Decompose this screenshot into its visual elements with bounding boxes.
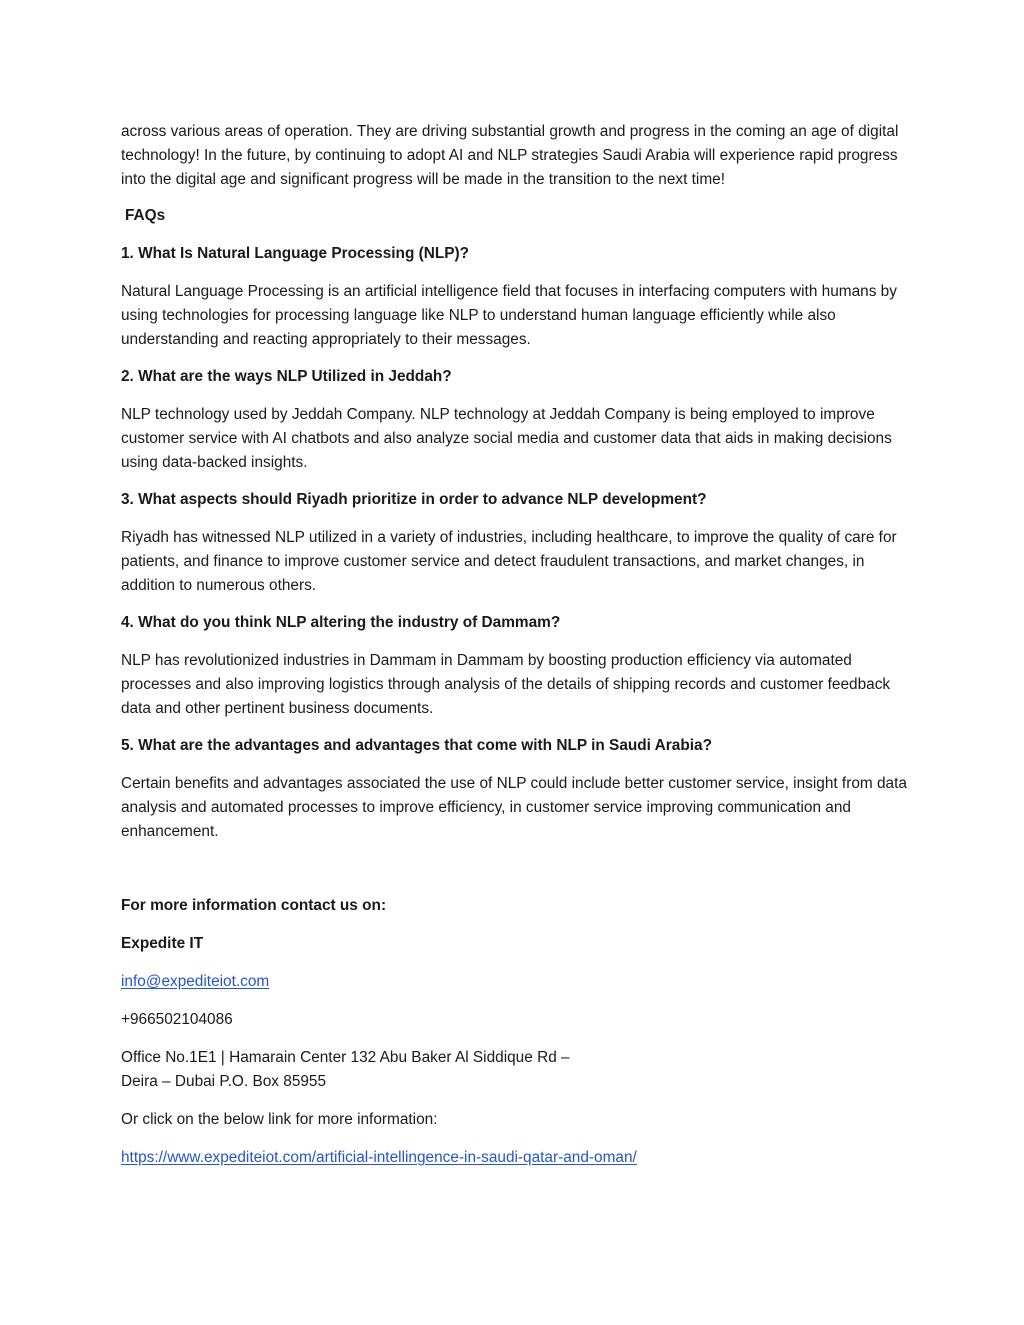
faq-question-1: 1. What Is Natural Language Processing (NLP)?	[121, 245, 470, 262]
email-paragraph	[121, 970, 911, 994]
faq-answer-3: Riyadh has witnessed NLP utilized in a variety of industries, including healthcare, to improve the quality of care for patients, and finance to improve customer service and detect fraudulent transactions, and market changes, in addition to numerous others.	[121, 529, 897, 594]
office-address	[121, 1046, 911, 1094]
contact-heading: For more information contact us on:	[121, 897, 387, 914]
phone-number: +966502104086	[121, 1011, 233, 1028]
faq-question-4: 4. What do you think NLP altering the industry of Dammam?	[121, 614, 561, 631]
address-line-1: Office No.1E1 | Hamarain Center 132 Abu Baker Al Siddique Rd –	[121, 1049, 570, 1066]
email-link[interactable]: info@expediteiot.com	[121, 973, 270, 990]
faq-question-2: 2. What are the ways NLP Utilized in Jeddah?	[121, 368, 452, 385]
faq-question-5: 5. What are the advantages and advantages that come with NLP in Saudi Arabia?	[121, 737, 712, 754]
info-url-link[interactable]: https://www.expediteiot.com/artificial-intellingence-in-saudi-qatar-and-oman/	[121, 1149, 637, 1166]
link-prompt: Or click on the below link for more information:	[121, 1111, 438, 1128]
faq-question-3: 3. What aspects should Riyadh prioritize in order to advance NLP development?	[121, 491, 707, 508]
intro-paragraph: across various areas of operation. They are driving substantial growth and progress in the coming an age of digital technology! In the future, by continuing to adopt AI and NLP strategies Saudi Arabia will experience rapid progress into the digital age and significant progress will be made in the transition to the next time!	[121, 123, 899, 188]
faq-heading: FAQs	[125, 207, 166, 224]
url-paragraph	[121, 1146, 911, 1170]
address-line-2: Deira – Dubai P.O. Box 85955	[121, 1073, 327, 1090]
faq-answer-2: NLP technology used by Jeddah Company. NLP technology at Jeddah Company is being employed to improve customer service with AI chatbots and also analyze social media and customer data that aids in making decisions using data-backed insights.	[121, 406, 892, 471]
faq-answer-1: Natural Language Processing is an artificial intelligence field that focuses in interfacing computers with humans by using technologies for processing language like NLP to understand human language efficiently while also understanding and reacting appropriately to their messages.	[121, 283, 897, 348]
faq-answer-5: Certain benefits and advantages associated the use of NLP could include better customer service, insight from data analysis and automated processes to improve efficiency, in customer service improving communication and enhancement.	[121, 775, 907, 840]
company-name: Expedite IT	[121, 935, 204, 952]
page-content	[121, 120, 911, 1184]
faq-answer-4: NLP has revolutionized industries in Dammam in Dammam by boosting production efficiency via automated processes and also improving logistics through analysis of the details of shipping records and customer feedback data and other pertinent business documents.	[121, 652, 891, 717]
